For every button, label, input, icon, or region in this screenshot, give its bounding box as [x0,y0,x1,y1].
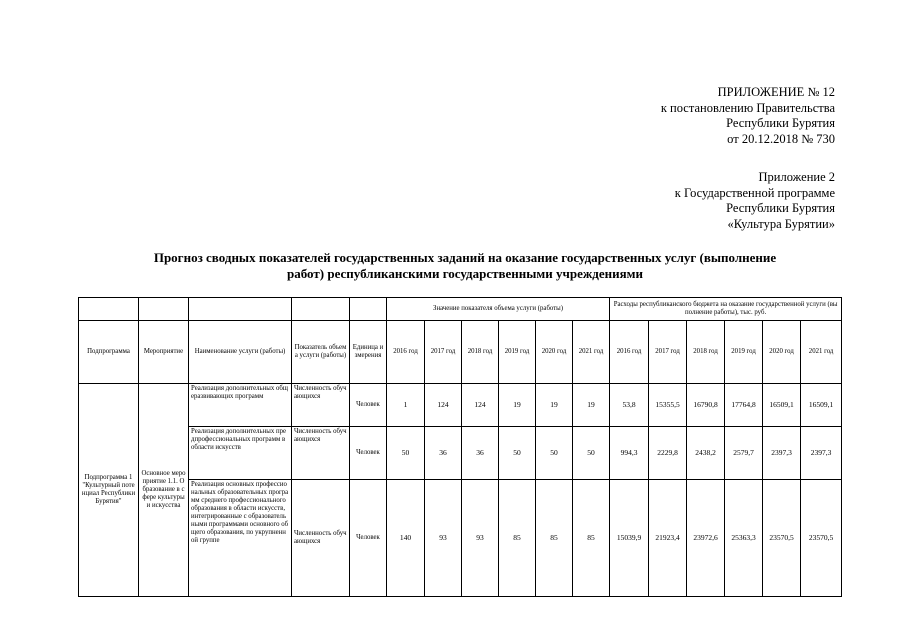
value-cell: 50 [573,427,610,480]
header-year-expense: 2018 год [687,321,725,384]
expense-cell: 16509,1 [763,384,801,427]
value-cell: 36 [425,427,462,480]
value-cell: 85 [499,480,536,597]
expense-cell: 2438,2 [687,427,725,480]
appendix-main-line3: Республики Бурятия [726,116,835,130]
expense-cell: 2397,3 [763,427,801,480]
service-cell: Реализация дополнительных предпрофессиональных программ в области искусств [189,427,292,480]
appendix-program-block [675,170,835,232]
table-row [79,480,842,597]
header-year-expense: 2017 год [649,321,687,384]
header-unit: Единица измерения [350,321,387,384]
appendix-main-line4: от 20.12.2018 № 730 [727,131,835,146]
service-cell: Реализация дополнительных общеразвивающих программ [189,384,292,427]
header-year-expense: 2021 год [801,321,842,384]
document-title-line2: работ) республиканскими государственными учреждениями [287,266,643,281]
header-year-expense: 2020 год [763,321,801,384]
header-year-value: 2016 год [387,321,425,384]
table-header-group-row [79,298,842,321]
appendix-main-block [661,85,835,147]
indicator-cell: Численность обучающихся [292,480,350,597]
expense-cell: 15039,9 [610,480,649,597]
subprogram-cell: Подпрограмма 1 "Культурный потенциал Республики Бурятия" [79,384,139,597]
header-spacer-cell [350,298,387,321]
expense-cell: 994,3 [610,427,649,480]
value-cell: 19 [499,384,536,427]
expense-cell: 53,8 [610,384,649,427]
value-cell: 50 [536,427,573,480]
header-year-expense: 2019 год [725,321,763,384]
expense-cell: 16509,1 [801,384,842,427]
appendix-program-line2: к Государственной программе [674,185,835,200]
unit-cell: Человек [350,480,387,597]
expense-cell: 17764,8 [725,384,763,427]
value-cell: 140 [387,480,425,597]
unit-cell: Человек [350,384,387,427]
header-spacer-cell [189,298,292,321]
expense-cell: 25363,3 [725,480,763,597]
document-title [60,250,870,282]
event-cell: Основное мероприятие 1.1. Образование в сфере культуры и искусства [139,384,189,597]
expense-cell: 23570,5 [763,480,801,597]
indicators-table [78,297,842,597]
header-group-expense: Расходы республиканского бюджета на оказание государственной услуги (выполнение работы), тыс. руб. [610,298,842,321]
indicator-cell: Численность обучающихся [292,384,350,427]
value-cell: 124 [425,384,462,427]
appendix-main-line1: ПРИЛОЖЕНИЕ № 12 [717,85,835,99]
table-row [79,427,842,480]
header-service: Наименование услуги (работы) [189,321,292,384]
expense-cell: 15355,5 [649,384,687,427]
document-title-line1: Прогноз сводных показателей государственных заданий на оказание государственных услуг (выполнение [153,250,777,265]
value-cell: 85 [573,480,610,597]
expense-cell: 2397,3 [801,427,842,480]
expense-cell: 21923,4 [649,480,687,597]
table-header-row [79,321,842,384]
value-cell: 50 [499,427,536,480]
header-group-value: Значение показателя объема услуги (работы) [387,298,610,321]
header-year-value: 2021 год [573,321,610,384]
value-cell: 50 [387,427,425,480]
indicator-cell: Численность обучающихся [292,427,350,480]
value-cell: 124 [462,384,499,427]
header-year-value: 2019 год [499,321,536,384]
header-indicator: Показатель объема услуги (работы) [292,321,350,384]
value-cell: 93 [462,480,499,597]
service-cell: Реализация основных профессиональных образовательных программ среднего профессионального образования в области искусств, интегрированные с образовательными программами основного общего образования, по укрупненной группе [189,480,292,597]
header-spacer-cell [139,298,189,321]
header-event: Мероприятие [139,321,189,384]
header-year-value: 2018 год [462,321,499,384]
header-year-expense: 2016 год [610,321,649,384]
value-cell: 36 [462,427,499,480]
header-year-value: 2020 год [536,321,573,384]
header-spacer-cell [292,298,350,321]
expense-cell: 23570,5 [801,480,842,597]
appendix-program-line4: «Культура Бурятии» [727,216,835,231]
header-subprogram: Подпрограмма [79,321,139,384]
value-cell: 19 [536,384,573,427]
table-row [79,384,842,427]
expense-cell: 2579,7 [725,427,763,480]
header-spacer-cell [79,298,139,321]
appendix-main-line2: к постановлению Правительства [660,100,835,115]
unit-cell: Человек [350,427,387,480]
appendix-program-line3: Республики Бурятия [726,201,835,215]
value-cell: 85 [536,480,573,597]
value-cell: 93 [425,480,462,597]
expense-cell: 2229,8 [649,427,687,480]
value-cell: 1 [387,384,425,427]
expense-cell: 16790,8 [687,384,725,427]
header-year-value: 2017 год [425,321,462,384]
value-cell: 19 [573,384,610,427]
appendix-program-line1: Приложение 2 [758,170,835,184]
expense-cell: 23972,6 [687,480,725,597]
